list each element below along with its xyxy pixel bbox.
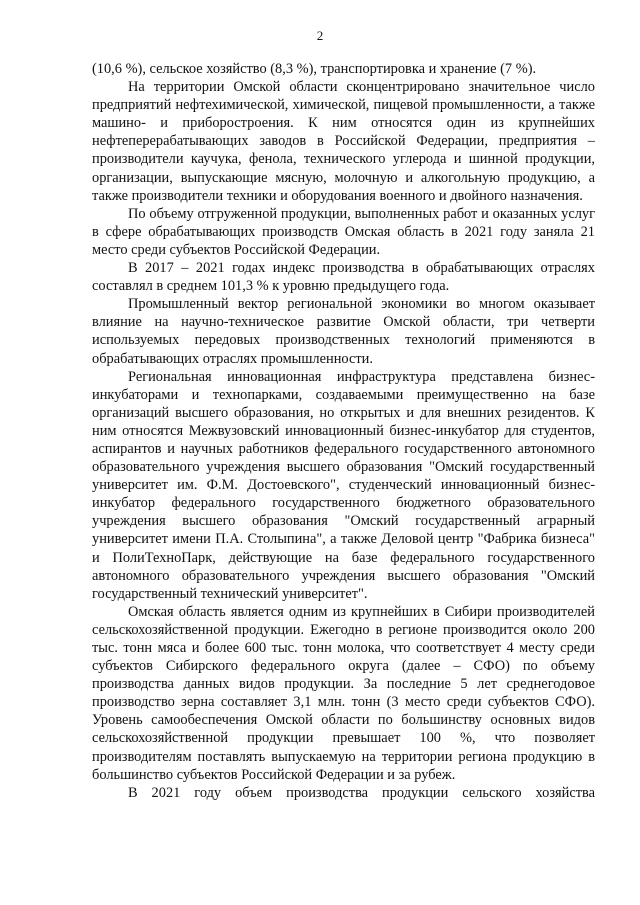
paragraph-continuation: (10,6 %), сельское хозяйство (8,3 %), транспортировка и хранение (7 %). — [92, 61, 537, 77]
document-body — [92, 60, 595, 802]
paragraph-shipped-products: По объему отгруженной продукции, выполненных работ и оказанных услуг в сфере обрабатывающих производств Омская область в 2021 году заняла 21 место среди субъектов Российской Федерации. — [92, 205, 595, 258]
paragraph-industrial-vector: Промышленный вектор региональной экономики во многом оказывает влияние на научно-техническое развитие Омской области, три четверти используемых передовых производственных технологий применяются в обрабатывающих отраслях промышленности. — [92, 296, 595, 367]
page-number: 2 — [316, 28, 324, 43]
paragraph-innovation-infrastructure: Региональная инновационная инфраструктура представлена бизнес-инкубаторами и технопарками, создаваемыми преимущественно на базе организаций высшего образования, но открытых и для внешних резидентов. К ним относятся Межвузовский инновационный бизнес-инкубатор для студентов, аспирантов и научных работников федерального государственного автономного образовательного учреждения высшего образования "Омский государственный университет им. Ф.М. Достоевского", студенческий инновационный бизнес-инкубатор федерального государственного бюджетного образовательного учреждения высшего образования "Омский государственный аграрный университет имени П.А. Столыпина", а также Деловой центр "Фабрика бизнеса" и ПолиТехноПарк, действующие на базе федерального государственного автономного образовательного учреждения высшего образования "Омский государственный технический университет". — [92, 368, 595, 602]
paragraph-agriculture-volume: В 2021 году объем производства продукции сельского хозяйства — [128, 784, 595, 801]
paragraph-industry-enterprises: На территории Омской области сконцентрировано значительное число предприятий нефтехимической, химической, пищевой промышленности, а также машино- и приборостроения. К ним относятся один из крупнейших нефтеперерабатывающих заводов в Российской Федерации, предприятия – производители каучука, фенола, технического углерода и шинной продукции, организации, выпускающие мясную, молочную и алкогольную продукцию, а также производители техники и оборудования военного и двойного назначения. — [92, 79, 595, 204]
paragraph-agriculture: Омская область является одним из крупнейших в Сибири производителей сельскохозяйственной продукции. Ежегодно в регионе производится около 200 тыс. тонн мяса и более 600 тыс. тонн молока, что соответствует 4 месту среди субъектов Сибирского федерального округа (далее – СФО) по объему производства данных видов продукции. За последние 5 лет среднегодовое производство зерна составляет 3,1 млн. тонн (3 место среди субъектов СФО). Уровень самообеспечения Омской области по большинству основных видов сельскохозяйственной продукции превышает 100 %, что позволяет производителям поставлять выпускаемую на территории региона продукцию в большинство субъектов Российской Федерации и за рубеж. — [92, 603, 595, 783]
paragraph-production-index: В 2017 – 2021 годах индекс производства в обрабатывающих отраслях составлял в среднем 101,3 % к уровню предыдущего года. — [92, 260, 595, 295]
